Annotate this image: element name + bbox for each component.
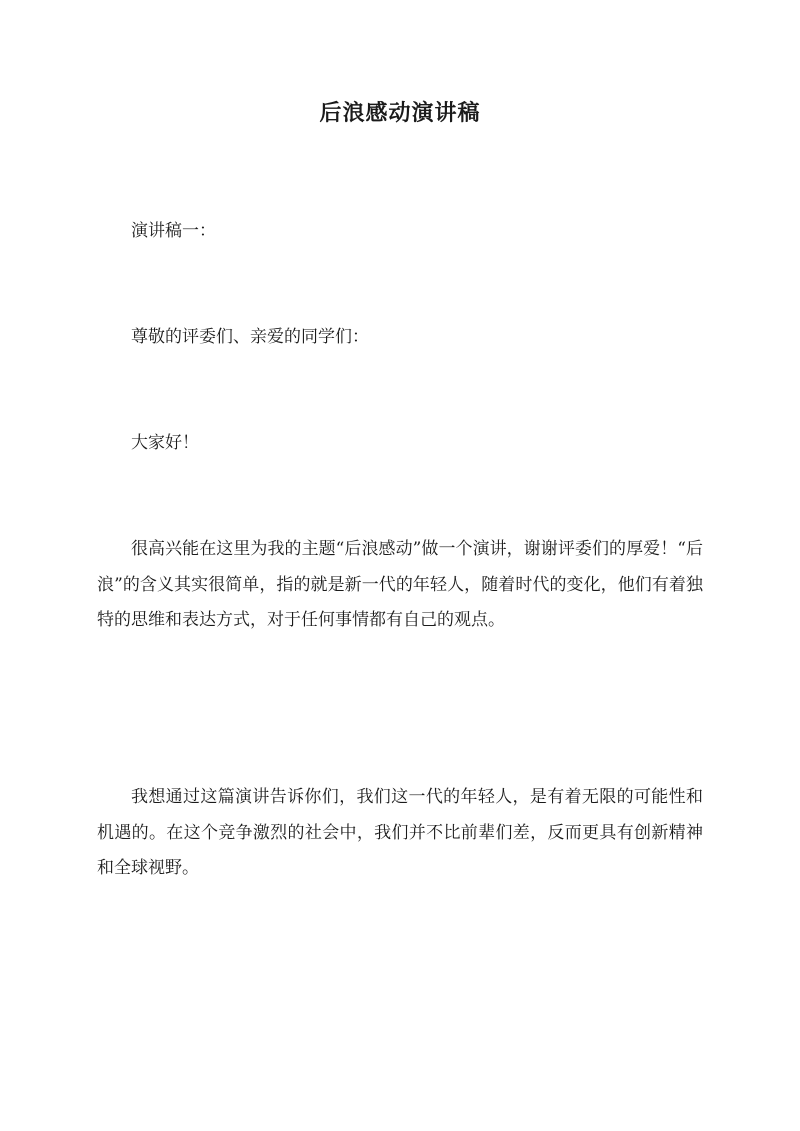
body-paragraph-2: 我想通过这篇演讲告诉你们，我们这一代的年轻人，是有着无限的可能性和机遇的。在这个竞争激烈的社会中，我们并不比前辈们差，反而更具有创新精神和全球视野。 [97, 787, 703, 878]
section-heading: 演讲稿一： [131, 221, 216, 241]
body-paragraph-1: 很高兴能在这里为我的主题“后浪感动”做一个演讲，谢谢评委们的厚爱！“后浪”的含义其实很简单，指的就是新一代的年轻人，随着时代的变化，他们有着独特的思维和表达方式，对于任何事情都有自己的观点。 [97, 539, 703, 630]
salutation-paragraph: 尊敬的评委们、亲爱的同学们： [131, 327, 369, 347]
greeting-paragraph: 大家好！ [131, 433, 199, 453]
page-title: 后浪感动演讲稿 [319, 100, 481, 126]
